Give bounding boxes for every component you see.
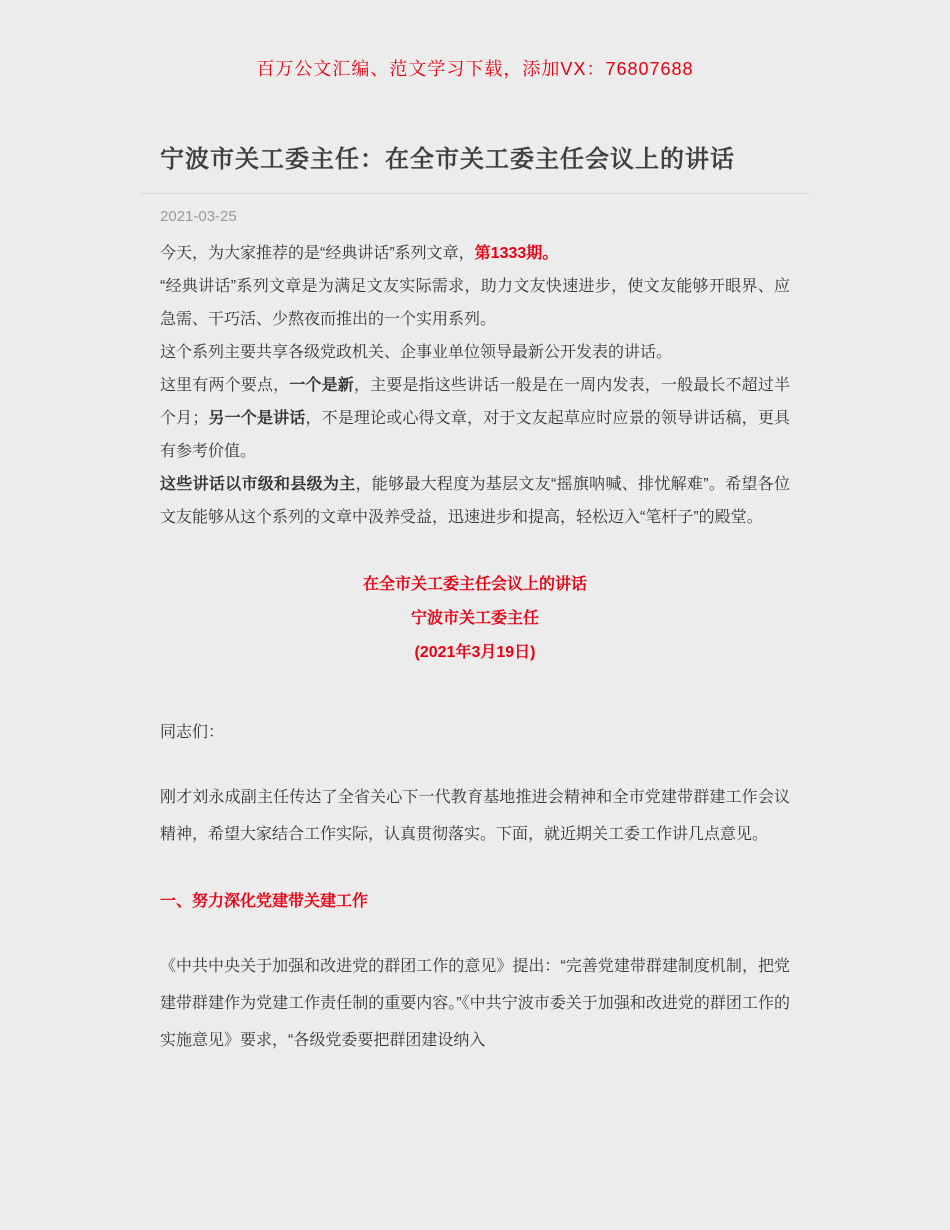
speech-title-line: 在全市关工委主任会议上的讲话 <box>362 575 587 593</box>
intro-paragraph-3: 这个系列主要共享各级党政机关、企事业单位领导最新公开发表的讲话。 <box>160 343 673 361</box>
article-title: 宁波市关工委主任：在全市关工委主任会议上的讲话 <box>160 146 735 173</box>
article-content <box>160 143 790 1059</box>
promo-banner: 百万公文汇编、范文学习下载，添加VX：76807688 <box>256 59 694 79</box>
speech-author-line: 宁波市关工委主任 <box>410 609 539 627</box>
speech-body <box>160 568 790 1059</box>
section1-heading: 一、努力深化党建带关建工作 <box>160 892 369 910</box>
title-divider <box>141 193 809 194</box>
intro-paragraph-2: “经典讲话”系列文章是为满足文友实际需求，助力文友快速进步，使文友能够开眼界、应急需、干巧活、少熬夜而推出的一个实用系列。 <box>160 277 790 328</box>
speech-date-line: (2021年3月19日) <box>414 643 536 661</box>
speech-heading <box>160 568 790 670</box>
intro-paragraph-4: 这里有两个要点，一个是新，主要是指这些讲话一般是在一周内发表，一般最长不超过半个月；另一个是讲话，不是理论或心得文章，对于文友起草应时应景的领导讲话稿，更具有参考价值。 <box>160 376 790 460</box>
speech-opening-paragraph: 刚才刘永成副主任传达了全省关心下一代教育基地推进会精神和全市党建带群建工作会议精神，希望大家结合工作实际，认真贯彻落实。下面，就近期关工委工作讲几点意见。 <box>160 788 790 843</box>
section1-paragraph: 《中共中央关于加强和改进党的群团工作的意见》提出：“完善党建带群建制度机制，把党建带群建作为党建工作责任制的重要内容。”《中共宁波市委关于加强和改进党的群团工作的实施意见》要求，“各级党委要把群团建设纳入 <box>160 957 790 1049</box>
article-intro <box>160 237 790 534</box>
intro-paragraph-5: 这些讲话以市级和县级为主，能够最大程度为基层文友“摇旗呐喊、排忧解难”。希望各位文友能够从这个系列的文章中汲养受益，迅速进步和提高，轻松迈入“笔杆子”的殿堂。 <box>160 475 790 526</box>
publish-date: 2021-03-25 <box>160 207 237 225</box>
intro-paragraph-1: 今天，为大家推荐的是“经典讲话”系列文章，第1333期。 <box>160 244 559 262</box>
salutation: 同志们： <box>160 723 225 741</box>
